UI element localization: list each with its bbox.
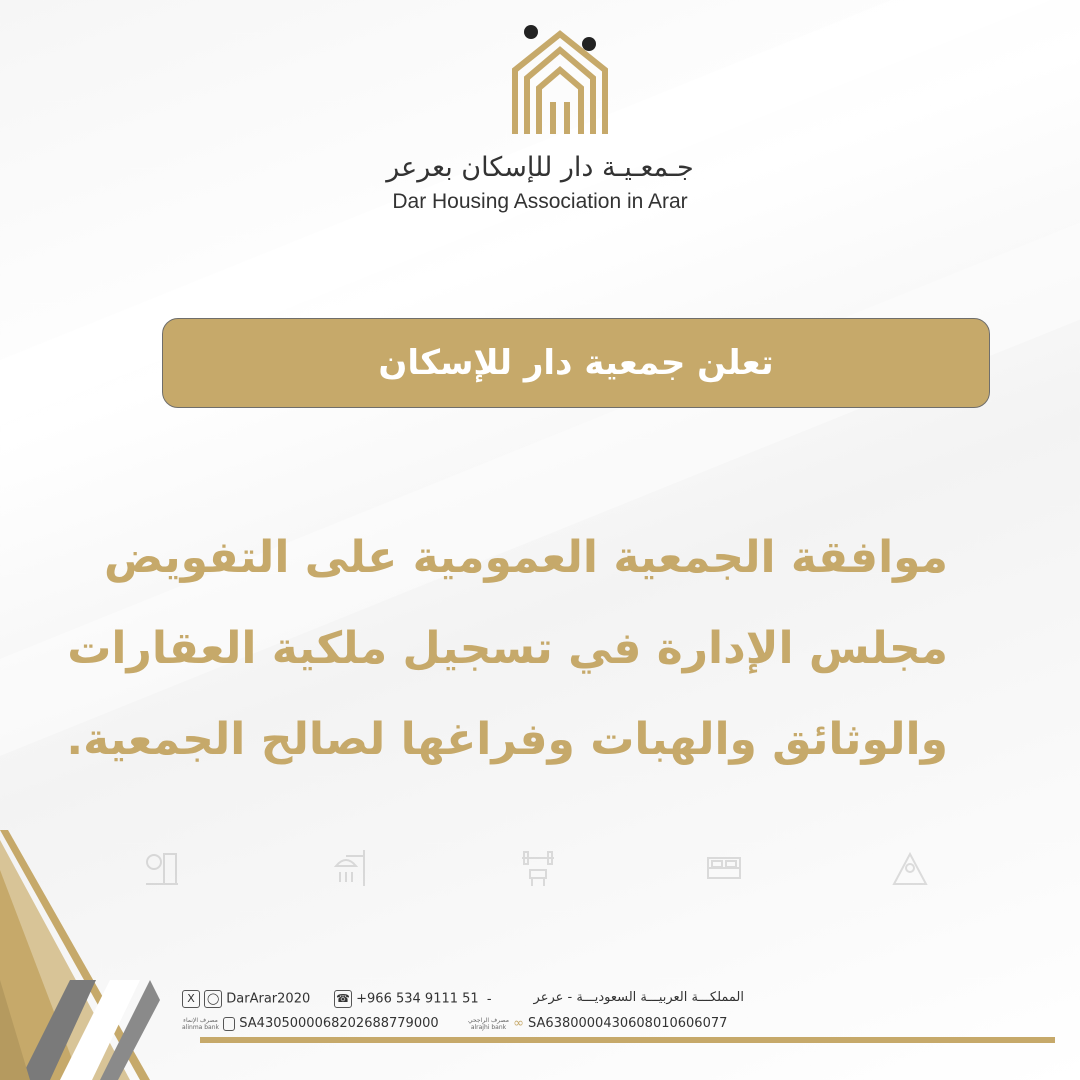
corner-decoration bbox=[0, 830, 200, 1080]
banner-title: تعلن جمعية دار للإسكان bbox=[378, 343, 774, 383]
footer-bank-alinma bbox=[182, 1016, 439, 1031]
footer-social-handle[interactable]: DarArar2020 bbox=[226, 991, 311, 1007]
alinma-bank-logo bbox=[182, 1017, 219, 1031]
announcement-banner bbox=[162, 318, 990, 408]
instagram-icon[interactable]: ◯ bbox=[204, 990, 222, 1008]
house-logo-icon bbox=[505, 22, 615, 142]
bank-name-en: alinma bank bbox=[182, 1023, 220, 1031]
logo-name-english: Dar Housing Association in Arar bbox=[392, 190, 688, 213]
message-line: مجلس الإدارة في تسجيل ملكية العقارات bbox=[67, 623, 948, 674]
separator: - bbox=[486, 991, 492, 1007]
footer-phone: +966 534 9111 51 bbox=[356, 991, 479, 1007]
bed-icon bbox=[704, 848, 744, 888]
shower-icon bbox=[330, 848, 370, 888]
x-icon[interactable]: X bbox=[182, 990, 200, 1008]
message-line: والوثائق والهبات وفراغها لصالح الجمعية. bbox=[66, 714, 948, 765]
tent-icon bbox=[890, 848, 930, 888]
gym-icon bbox=[518, 848, 558, 888]
alinma-iban: SA4305000068202688779000 bbox=[239, 1016, 439, 1031]
phone-icon: ☎ bbox=[334, 990, 352, 1008]
footer-divider bbox=[200, 1037, 1055, 1043]
announcement-message bbox=[66, 512, 948, 785]
rajhi-iban: SA6380000430608010606077 bbox=[528, 1016, 728, 1031]
footer-address: المملكـــة العربيـــة السعوديـــة - عرعر bbox=[533, 990, 744, 1005]
footer-bank-rajhi bbox=[468, 1016, 727, 1031]
message-line: موافقة الجمعية العمومية على التفويض bbox=[104, 532, 948, 583]
bank-name-en: alrajhi bank bbox=[470, 1023, 507, 1031]
rajhi-bank-logo bbox=[468, 1017, 509, 1031]
logo-name-arabic: جـمعـيـة دار للإسكان بعرعر bbox=[386, 152, 694, 183]
footer-phone-row bbox=[334, 990, 492, 1008]
bank-name-ar: مصرف الإنماء bbox=[183, 1016, 218, 1024]
footer-social-row bbox=[182, 990, 310, 1008]
bank-name-ar: مصرف الراجحي bbox=[468, 1016, 509, 1024]
rajhi-bank-icon: ∞ bbox=[513, 1016, 524, 1031]
alinma-bank-icon bbox=[223, 1017, 235, 1031]
